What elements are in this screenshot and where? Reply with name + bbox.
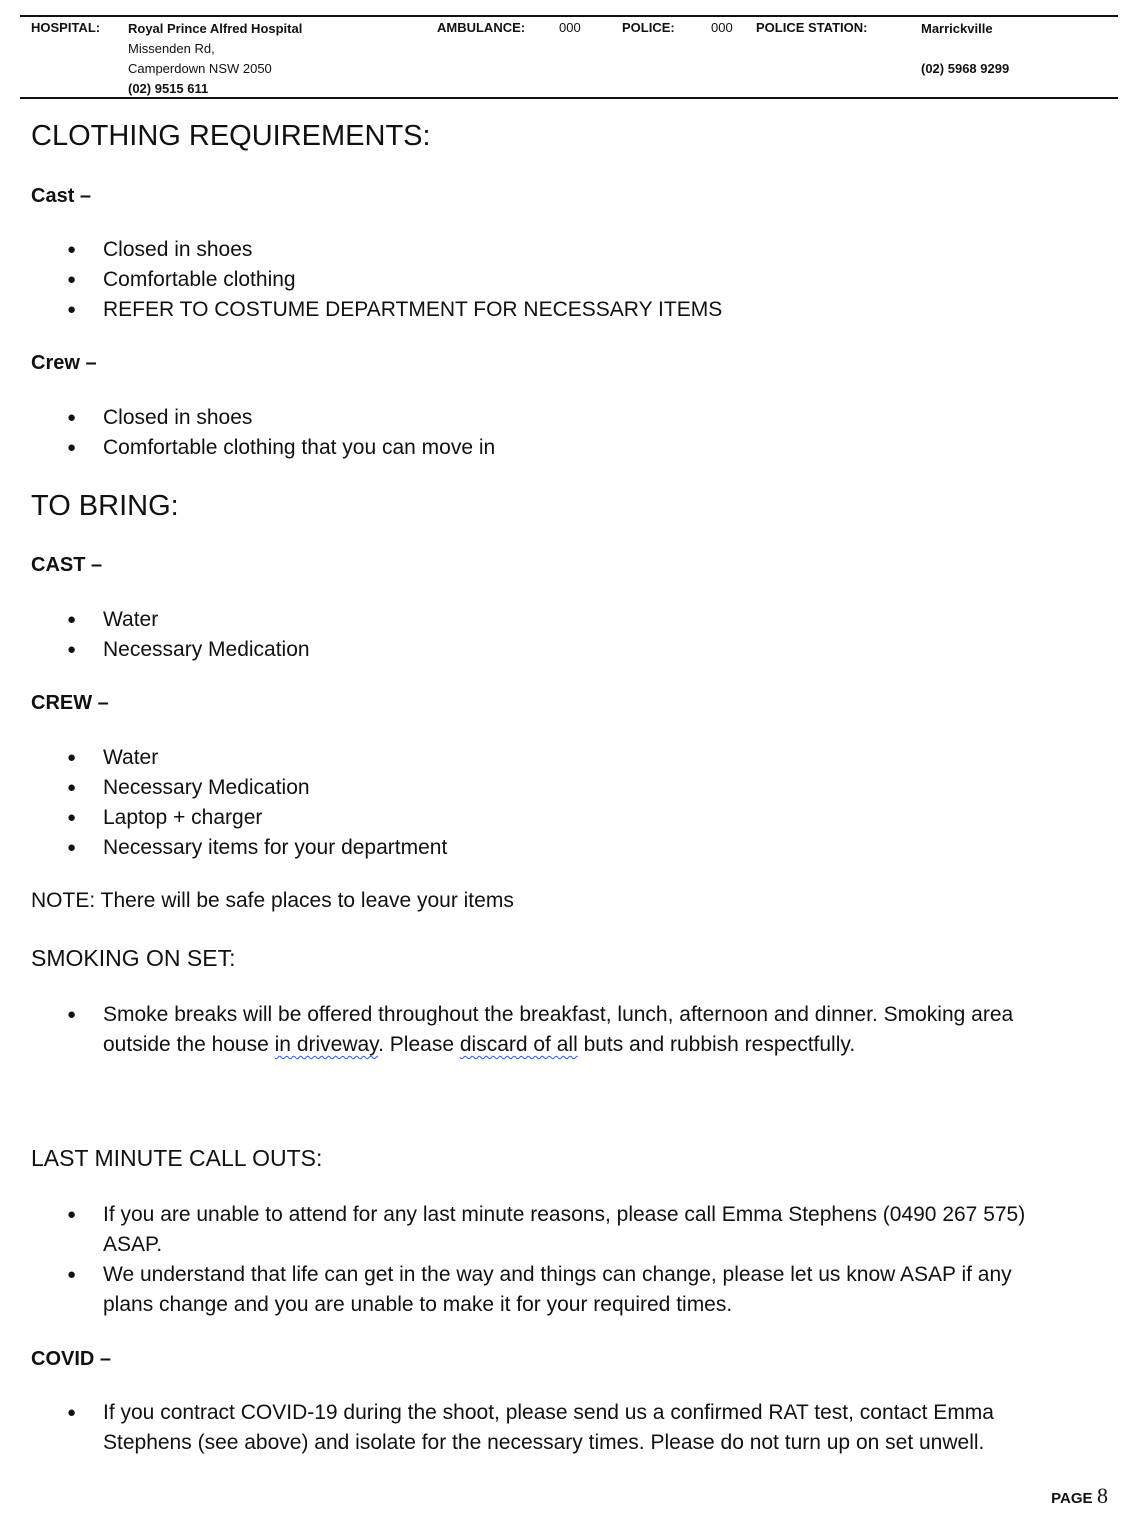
hospital-phone: (02) 9515 611 <box>128 81 209 96</box>
police-station-label: POLICE STATION: <box>756 20 868 35</box>
bullet-icon: ● <box>67 271 77 288</box>
list-item: REFER TO COSTUME DEPARTMENT FOR NECESSARY ITEMS <box>103 298 723 321</box>
covid-text-line-1: If you contract COVID-19 during the shoot, please send us a confirmed RAT test, contact Emma <box>103 1401 994 1424</box>
bullet-icon: ● <box>67 749 77 766</box>
police-station-phone: (02) 5968 9299 <box>921 61 1010 76</box>
bring-note: NOTE: There will be safe places to leave your items <box>31 889 514 912</box>
callouts-item-1-line-1: If you are unable to attend for any last minute reasons, please call Emma Stephens (0490 267 575) <box>103 1203 1026 1226</box>
hospital-name: Royal Prince Alfred Hospital <box>128 21 303 36</box>
bullet-icon: ● <box>67 809 77 826</box>
list-item: Comfortable clothing <box>103 268 296 291</box>
bullet-icon: ● <box>67 1404 77 1421</box>
bullet-icon: ● <box>67 611 77 628</box>
callouts-item-2-line-2: plans change and you are unable to make it for your required times. <box>103 1293 733 1316</box>
smoking-text-line-2: outside the house in driveway. Please discard of all buts and rubbish respectfully. <box>103 1033 856 1056</box>
list-item: Necessary items for your department <box>103 836 448 859</box>
bullet-icon: ● <box>67 439 77 456</box>
callouts-item-1-line-2: ASAP. <box>103 1233 163 1256</box>
police-station-name: Marrickville <box>921 21 993 36</box>
list-item: Closed in shoes <box>103 406 253 429</box>
bullet-icon: ● <box>67 409 77 426</box>
callouts-item-2-line-1: We understand that life can get in the way and things can change, please let us know ASAP if any <box>103 1263 1012 1286</box>
list-item: Necessary Medication <box>103 638 310 661</box>
page-number <box>1051 1483 1108 1509</box>
spellcheck-underline: in driveway <box>274 1033 379 1056</box>
callouts-heading: LAST MINUTE CALL OUTS: <box>31 1145 323 1171</box>
clothing-cast-label: Cast – <box>31 185 92 207</box>
header-top-rule <box>20 15 1118 17</box>
hospital-street: Missenden Rd, <box>128 41 215 56</box>
covid-text-line-2: Stephens (see above) and isolate for the necessary times. Please do not turn up on set unwell. <box>103 1431 985 1454</box>
list-item: Water <box>103 746 159 769</box>
spellcheck-underline: discard of all <box>459 1033 578 1056</box>
hospital-suburb: Camperdown NSW 2050 <box>128 61 272 76</box>
list-item: Comfortable clothing that you can move in <box>103 436 496 459</box>
bring-cast-label: CAST – <box>31 554 103 576</box>
bullet-icon: ● <box>67 1006 77 1023</box>
hospital-address <box>128 19 302 99</box>
bullet-icon: ● <box>67 241 77 258</box>
bullet-icon: ● <box>67 1266 77 1283</box>
page-label: PAGE <box>1051 1490 1093 1507</box>
list-item: Closed in shoes <box>103 238 253 261</box>
list-item: Water <box>103 608 159 631</box>
bullet-icon: ● <box>67 1206 77 1223</box>
clothing-crew-label: Crew – <box>31 352 97 374</box>
ambulance-number: 000 <box>559 20 581 35</box>
smoking-heading: SMOKING ON SET: <box>31 945 236 971</box>
bullet-icon: ● <box>67 779 77 796</box>
list-item: Laptop + charger <box>103 806 263 829</box>
police-number: 000 <box>711 20 733 35</box>
clothing-heading: CLOTHING REQUIREMENTS: <box>31 120 431 152</box>
police-label: POLICE: <box>622 20 675 35</box>
page-number-value: 8 <box>1097 1483 1108 1508</box>
bullet-icon: ● <box>67 839 77 856</box>
bring-heading: TO BRING: <box>31 490 179 522</box>
hospital-label: HOSPITAL: <box>31 20 101 35</box>
bullet-icon: ● <box>67 301 77 318</box>
covid-label: COVID – <box>31 1348 112 1370</box>
list-item: Necessary Medication <box>103 776 310 799</box>
bring-crew-label: CREW – <box>31 692 109 714</box>
ambulance-label: AMBULANCE: <box>437 20 526 35</box>
smoking-text-line-1: Smoke breaks will be offered throughout the breakfast, lunch, afternoon and dinner. Smoking area <box>103 1003 1014 1026</box>
header-bottom-rule <box>20 97 1118 99</box>
police-station-info <box>921 19 1009 79</box>
bullet-icon: ● <box>67 641 77 658</box>
